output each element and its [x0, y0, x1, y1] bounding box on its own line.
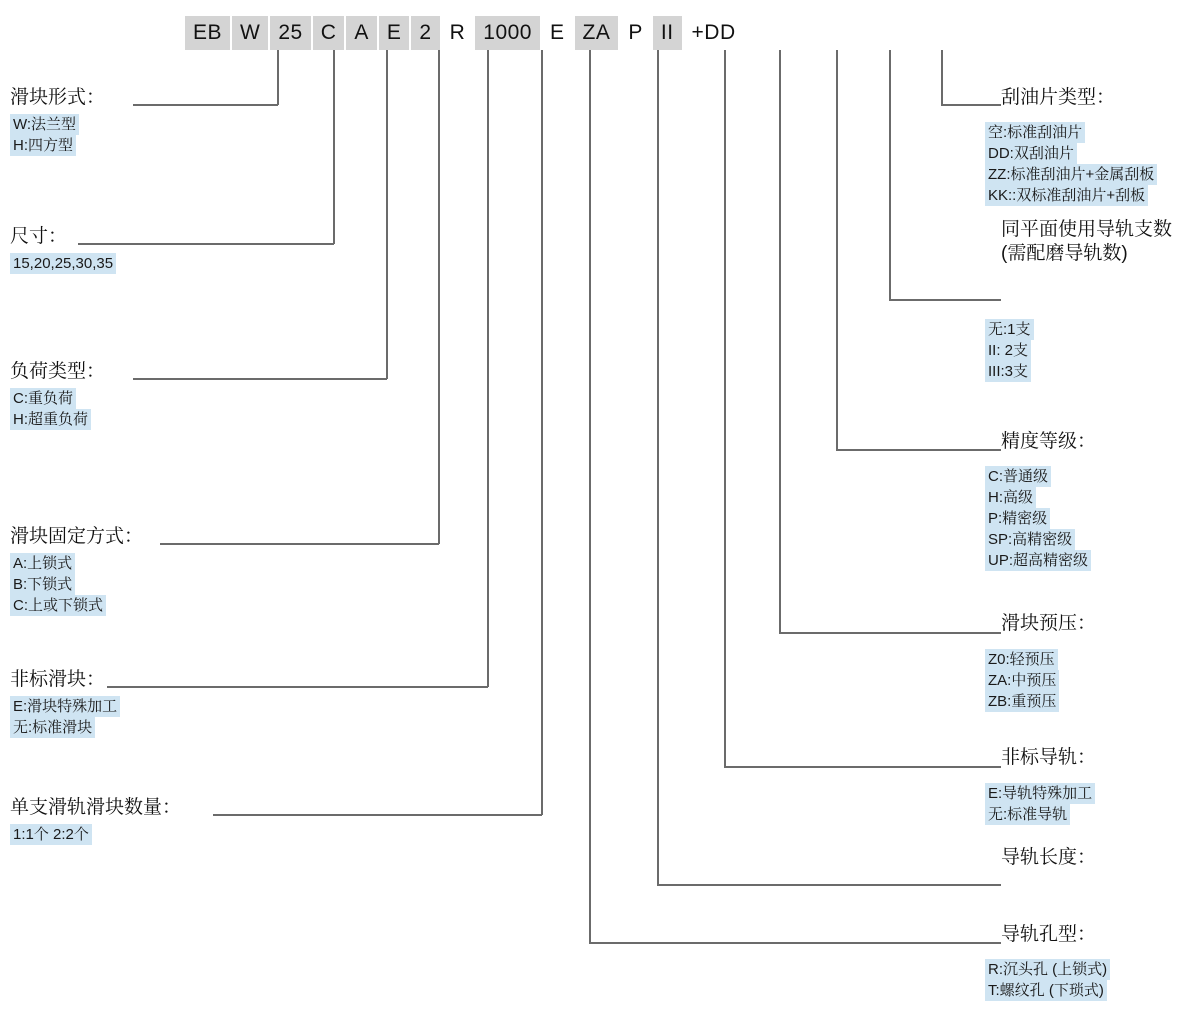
legend-option: KK::双标准刮油片+刮板 [985, 185, 1148, 206]
code-segment-wiper-type: +DD [691, 21, 736, 44]
legend-option: 无:1支 [985, 319, 1034, 340]
code-segment-preload: ZA [575, 16, 619, 50]
code-segment-load-type: C [313, 16, 345, 50]
legend-nonstandard-rail [1001, 746, 1096, 770]
legend-option: C:重负荷 [10, 388, 76, 409]
legend-options [985, 649, 1059, 712]
leader-line-railcount-h [889, 299, 1001, 301]
legend-title: 单支滑轨滑块数量： [10, 797, 182, 818]
leader-line-size-h [78, 243, 334, 245]
legend-preload-options [985, 645, 1059, 712]
code-segment-rail-count: II [653, 16, 682, 50]
legend-option: 15,20,25,30,35 [10, 253, 116, 274]
leader-line-accuracy-v [836, 50, 838, 450]
legend-option: DD:双刮油片 [985, 143, 1077, 164]
product-code-string [185, 16, 746, 50]
legend-rail-count-options [985, 315, 1034, 382]
legend-option: ZA:中预压 [985, 670, 1059, 691]
legend-accuracy-options [985, 462, 1091, 571]
code-segment-mount-type: A [346, 16, 377, 50]
legend-options [985, 466, 1091, 571]
legend-title: 滑块预压： [1001, 613, 1097, 634]
legend-option: A:上锁式 [10, 553, 75, 574]
legend-option: H:超重负荷 [10, 409, 91, 430]
legend-options [985, 783, 1095, 825]
legend-options [985, 319, 1034, 382]
leader-line-accuracy-h [836, 449, 1001, 451]
legend-option: Z0:轻预压 [985, 649, 1058, 670]
legend-options [985, 122, 1157, 206]
legend-title: 滑块形式： [10, 87, 106, 108]
legend-title: 精度等级： [1001, 431, 1097, 452]
leader-line-railhole-h [589, 942, 1001, 944]
legend-title: 非标导轨： [1001, 747, 1097, 768]
leader-line-mount-h [160, 543, 439, 545]
legend-title: 导轨长度： [1001, 847, 1097, 868]
leader-line-preload-h [779, 632, 1001, 634]
leader-line-nonstd-rail-v [724, 50, 726, 767]
legend-option: 空:标准刮油片 [985, 122, 1085, 143]
legend-option: C:普通级 [985, 466, 1051, 487]
leader-line-block-count-h [213, 814, 542, 816]
code-segment-model: EB [185, 16, 230, 50]
code-segment-accuracy: P [628, 21, 643, 44]
legend-option: 无:标准滑块 [10, 717, 95, 738]
leader-line-nonstd-block-v [487, 50, 489, 687]
legend-load-type [10, 360, 105, 430]
legend-title: 尺寸： [10, 226, 68, 247]
code-segment-nonstandard-block: E [379, 16, 410, 50]
legend-option: II: 2支 [985, 340, 1031, 361]
legend-option: R:沉头孔 (上锁式) [985, 959, 1110, 980]
legend-title: 负荷类型： [10, 361, 106, 382]
legend-option: ZB:重预压 [985, 691, 1059, 712]
legend-title: 导轨孔型： [1001, 924, 1097, 945]
legend-option: SP:高精密级 [985, 529, 1075, 550]
leader-line-preload-v [779, 50, 781, 633]
legend-preload [1001, 612, 1096, 636]
legend-option: UP:超高精密级 [985, 550, 1091, 571]
leader-line-railcount-v [889, 50, 891, 300]
code-segment-block-type: W [232, 16, 268, 50]
legend-options [10, 553, 143, 616]
legend-wiper-options [985, 118, 1157, 206]
legend-option: E:滑块特殊加工 [10, 696, 120, 717]
legend-rail-hole-options [985, 955, 1110, 1001]
leader-line-block-count-v [541, 50, 543, 815]
leader-line-wiper-h [941, 104, 1001, 106]
legend-accuracy [1001, 430, 1096, 454]
legend-title: 同平面使用导轨支数 [1001, 219, 1173, 240]
leader-line-mount-v [438, 50, 440, 544]
leader-line-nonstd-block-h [107, 686, 488, 688]
legend-option: P:精密级 [985, 508, 1050, 529]
code-segment-rail-length: 1000 [475, 16, 540, 50]
leader-line-nonstd-rail-h [724, 766, 1001, 768]
legend-title: 非标滑块： [10, 669, 106, 690]
legend-title: 滑块固定方式： [10, 526, 144, 547]
legend-option: C:上或下锁式 [10, 595, 106, 616]
legend-options [10, 388, 105, 430]
legend-options [10, 824, 181, 845]
legend-rail-length [1001, 846, 1096, 870]
legend-block-type [10, 86, 105, 156]
legend-options [985, 959, 1110, 1001]
leader-line-load-v [386, 50, 388, 379]
legend-option: E:导轨特殊加工 [985, 783, 1095, 804]
leader-line-railhole-v [589, 50, 591, 943]
legend-option: 1:1个 2:2个 [10, 824, 92, 845]
legend-title: 刮油片类型： [1001, 87, 1116, 108]
code-segment-size: 25 [270, 16, 310, 50]
legend-option: ZZ:标准刮油片+金属刮板 [985, 164, 1157, 185]
legend-subtitle: (需配磨导轨数) [1001, 243, 1128, 264]
legend-size [10, 225, 116, 274]
leader-line-raillength-v [657, 50, 659, 885]
legend-rail-count [1001, 218, 1172, 266]
leader-line-load-h [133, 378, 387, 380]
legend-options [10, 696, 120, 738]
legend-mount-type [10, 525, 143, 616]
legend-nonstandard-rail-options [985, 779, 1095, 825]
legend-rail-hole-type [1001, 923, 1096, 947]
leader-line-block-type-h [133, 104, 278, 106]
legend-option: B:下锁式 [10, 574, 75, 595]
legend-option: H:四方型 [10, 135, 76, 156]
legend-option: 无:标准导轨 [985, 804, 1070, 825]
code-segment-nonstandard-rail: E [549, 21, 565, 44]
leader-line-raillength-h [657, 884, 1001, 886]
legend-options [10, 114, 105, 156]
code-segment-rail-hole-type: R [449, 21, 466, 44]
leader-line-wiper-v [941, 50, 943, 105]
legend-block-count [10, 796, 181, 845]
legend-option: III:3支 [985, 361, 1031, 382]
legend-wiper-type [1001, 86, 1115, 110]
legend-options [10, 253, 116, 274]
legend-option: H:高级 [985, 487, 1036, 508]
legend-nonstandard-block [10, 668, 120, 738]
leader-line-block-type-v [277, 50, 279, 105]
leader-line-size-v [333, 50, 335, 244]
legend-option: W:法兰型 [10, 114, 79, 135]
code-segment-block-count: 2 [411, 16, 439, 50]
legend-option: T:螺纹孔 (下琐式) [985, 980, 1107, 1001]
